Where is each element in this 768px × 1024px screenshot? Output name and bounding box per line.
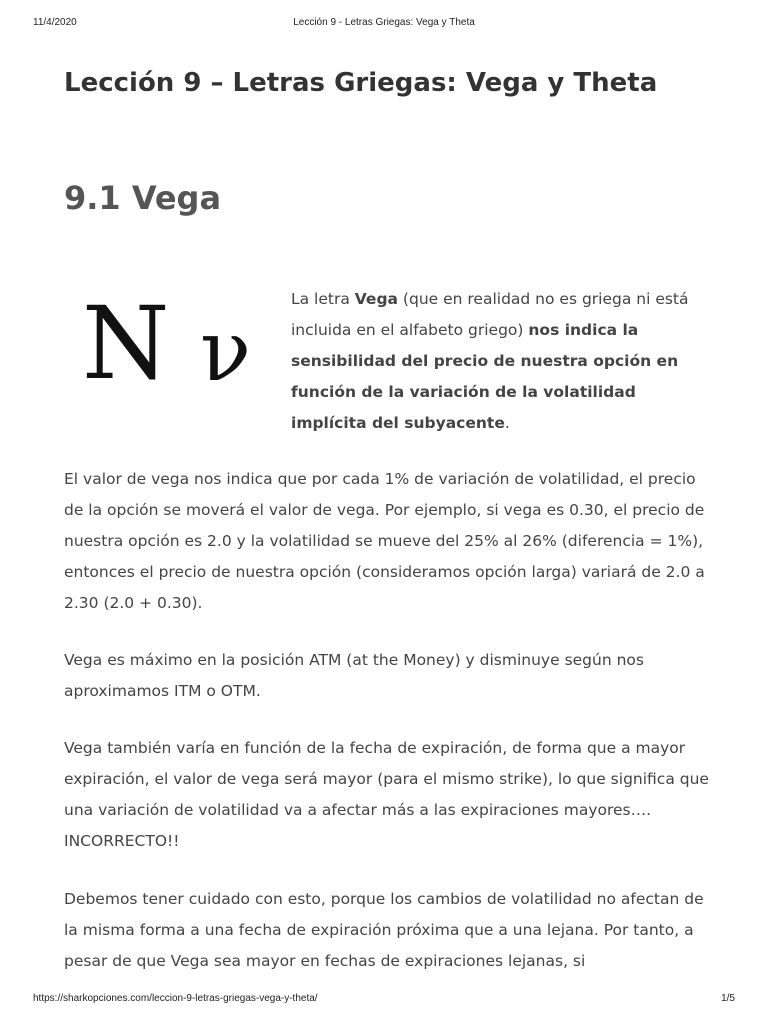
- greek-letter-lower: ν: [200, 302, 252, 400]
- paragraph-vega-atm: Vega es máximo en la posición ATM (at the Money) y disminuye según nos aproximamos ITM o OTM.: [64, 651, 644, 700]
- greek-letter-upper: N: [82, 285, 170, 402]
- page-title: Lección 9 – Letras Griegas: Vega y Theta: [64, 68, 658, 98]
- print-date: 11/4/2020: [33, 17, 77, 28]
- section-heading-vega: 9.1 Vega: [64, 179, 222, 217]
- paragraph-vega-caution: Debemos tener cuidado con esto, porque los cambios de volatilidad no afectan de la misma forma a una fecha de expiración próxima que a una lejana. Por tanto, a pesar de que Vega sea mayor en fechas de expiraciones lejanas, si: [64, 890, 704, 970]
- intro-bold-statement: nos indica la sensibilidad del precio de nuestra opción en función de la variación de la volatilidad implícita del subyacente: [291, 321, 679, 432]
- intro-part1: La letra: [291, 290, 355, 308]
- intro-part3: .: [504, 414, 510, 432]
- paragraph-vega-value: El valor de vega nos indica que por cada 1% de variación de volatilidad, el precio de la opción se moverá el valor de vega. Por ejemplo, si vega es 0.30, el precio de nuestra opción es 2.0 y la volatilidad se mueve del 25% al 26% (diferencia = 1%), entonces el precio de nuestra opción (consideramos opción larga) variará de 2.0 a 2.30 (2.0 + 0.30).: [64, 470, 705, 612]
- intro-part2: (que en realidad no es griega ni está incluida en el alfabeto griego): [291, 290, 689, 339]
- intro-vega-bold: Vega: [354, 290, 398, 308]
- page-number: 1/5: [721, 993, 735, 1004]
- paragraph-vega-expiration: Vega también varía en función de la fecha de expiración, de forma que a mayor expiración, el valor de vega será mayor (para el mismo strike), lo que significa que una variación de volatilidad va a afectar más a las expiraciones mayores…. INCORRECTO!!: [64, 739, 709, 850]
- print-document-title: Lección 9 - Letras Griegas: Vega y Theta: [293, 17, 475, 28]
- greek-letter-nu-figure: [82, 284, 272, 414]
- intro-paragraph: [291, 284, 716, 439]
- print-url: https://sharkopciones.com/leccion-9-letras-griegas-vega-y-theta/: [33, 993, 318, 1004]
